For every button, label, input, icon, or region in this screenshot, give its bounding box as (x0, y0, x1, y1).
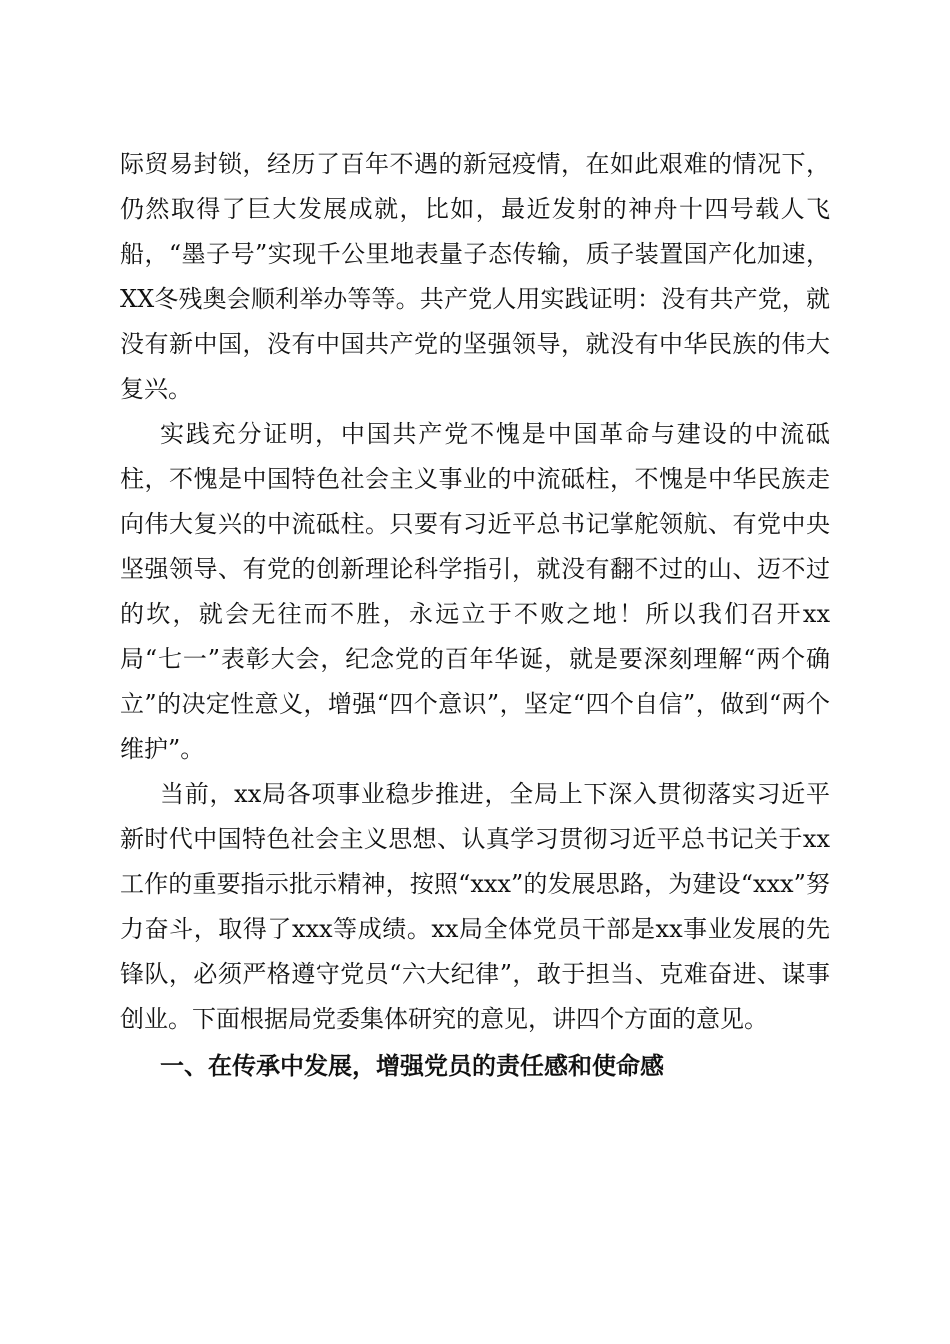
paragraph-continuation: 际贸易封锁，经历了百年不遇的新冠疫情，在如此艰难的情况下，仍然取得了巨大发展成就，比如，最近发射的神舟十四号载人飞船，“墨子号”实现千公里地表量子态传输，质子装置国产化加速，XX冬残奥会顺利举办等等。共产党人用实践证明：没有共产党，就没有新中国，没有中国共产党的坚强领导，就没有中华民族的伟大复兴。 (120, 150, 830, 403)
section-heading-1: 一、在传承中发展，增强党员的责任感和使命感 (160, 1052, 664, 1080)
paragraph-practice-proof: 实践充分证明，中国共产党不愧是中国革命与建设的中流砥柱，不愧是中国特色社会主义事业的中流砥柱，不愧是中华民族走向伟大复兴的中流砥柱。只要有习近平总书记掌舵领航、有党中央坚强领导、有党的创新理论科学指引，就没有翻不过的山、迈不过的坎，就会无往而不胜，永远立于不败之地！所以我们召开xx局“七一”表彰大会，纪念党的百年华诞，就是要深刻理解“两个确立”的决定性意义，增强“四个意识”，坚定“四个自信”，做到“两个维护”。 (120, 420, 830, 763)
document-body (120, 142, 830, 1089)
paragraph-current-situation: 当前，xx局各项事业稳步推进，全局上下深入贯彻落实习近平新时代中国特色社会主义思想、认真学习贯彻习近平总书记关于xx工作的重要指示批示精神，按照“xxx”的发展思路，为建设“xxx”努力奋斗，取得了xxx等成绩。xx局全体党员干部是xx事业发展的先锋队，必须严格遵守党员“六大纪律”，敢于担当、克难奋进、谋事创业。下面根据局党委集体研究的意见，讲四个方面的意见。 (120, 780, 830, 1033)
